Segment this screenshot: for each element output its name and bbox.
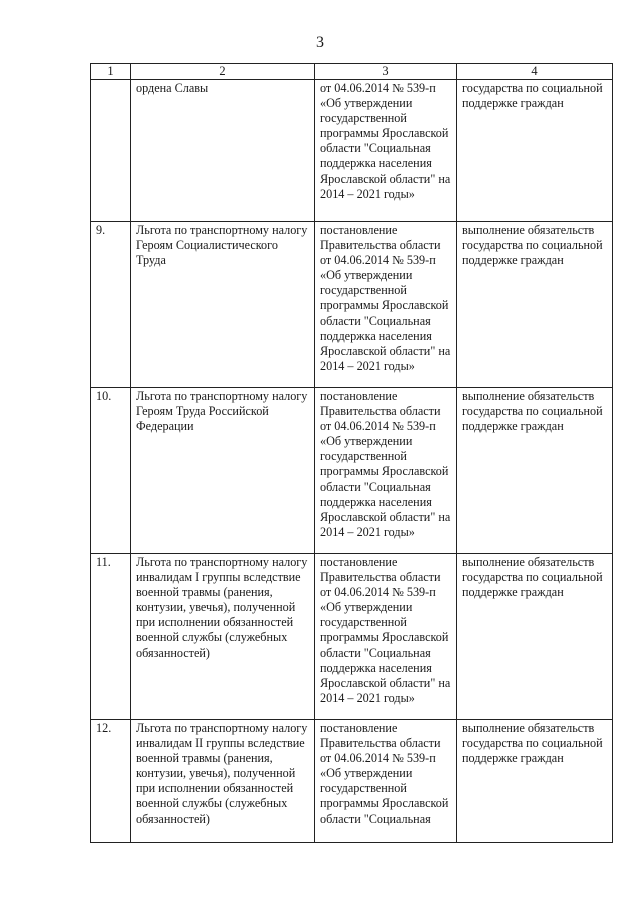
- table-header-row: [91, 64, 613, 80]
- row-number: 9.: [91, 222, 131, 388]
- table-row: [91, 388, 613, 554]
- benefit-name: Льгота по транспортному налогу Героям Труда Российской Федерации: [131, 388, 315, 554]
- row-number: 12.: [91, 720, 131, 843]
- row-number: [91, 80, 131, 222]
- benefit-name: Льгота по транспортному налогу инвалидам II группы вследствие военной травмы (ранения, контузии, увечья), полученной при исполнении обязанностей военной службы (служебных обязанностей): [131, 720, 315, 843]
- benefit-goal: государства по социальной поддержке граждан: [457, 80, 613, 222]
- benefit-goal: выполнение обязательств государства по социальной поддержке граждан: [457, 554, 613, 720]
- column-header: 2: [131, 64, 315, 80]
- benefit-goal: выполнение обязательств государства по социальной поддержке граждан: [457, 222, 613, 388]
- table-row: [91, 80, 613, 222]
- table-row: [91, 720, 613, 843]
- benefit-name: Льгота по транспортному налогу Героям Социалистического Труда: [131, 222, 315, 388]
- row-number: 11.: [91, 554, 131, 720]
- table-row: [91, 222, 613, 388]
- table-row: [91, 554, 613, 720]
- benefits-table: [90, 63, 613, 843]
- column-header: 3: [315, 64, 457, 80]
- benefit-name: ордена Славы: [131, 80, 315, 222]
- page-number: 3: [316, 34, 324, 51]
- row-number: 10.: [91, 388, 131, 554]
- benefit-goal: выполнение обязательств государства по социальной поддержке граждан: [457, 720, 613, 843]
- legal-basis: постановление Правительства области от 04.06.2014 № 539-п «Об утверждении государственной программы Ярославской области "Социальная поддержка населения Ярославской области" на 2014 – 2021 годы»: [315, 222, 457, 388]
- column-header: 1: [91, 64, 131, 80]
- legal-basis: постановление Правительства области от 04.06.2014 № 539-п «Об утверждении государственной программы Ярославской области "Социальная поддержка населения Ярославской области" на 2014 – 2021 годы»: [315, 388, 457, 554]
- benefit-name: Льгота по транспортному налогу инвалидам I группы вследствие военной травмы (ранения, контузии, увечья), полученной при исполнении обязанностей военной службы (служебных обязанностей): [131, 554, 315, 720]
- benefit-goal: выполнение обязательств государства по социальной поддержке граждан: [457, 388, 613, 554]
- legal-basis: постановление Правительства области от 04.06.2014 № 539-п «Об утверждении государственной программы Ярославской области "Социальная поддержка населения Ярославской области" на 2014 – 2021 годы»: [315, 554, 457, 720]
- column-header: 4: [457, 64, 613, 80]
- legal-basis: от 04.06.2014 № 539-п «Об утверждении государственной программы Ярославской области "Социальная поддержка населения Ярославской области" на 2014 – 2021 годы»: [315, 80, 457, 222]
- legal-basis: постановление Правительства области от 04.06.2014 № 539-п «Об утверждении государственной программы Ярославской области "Социальная: [315, 720, 457, 843]
